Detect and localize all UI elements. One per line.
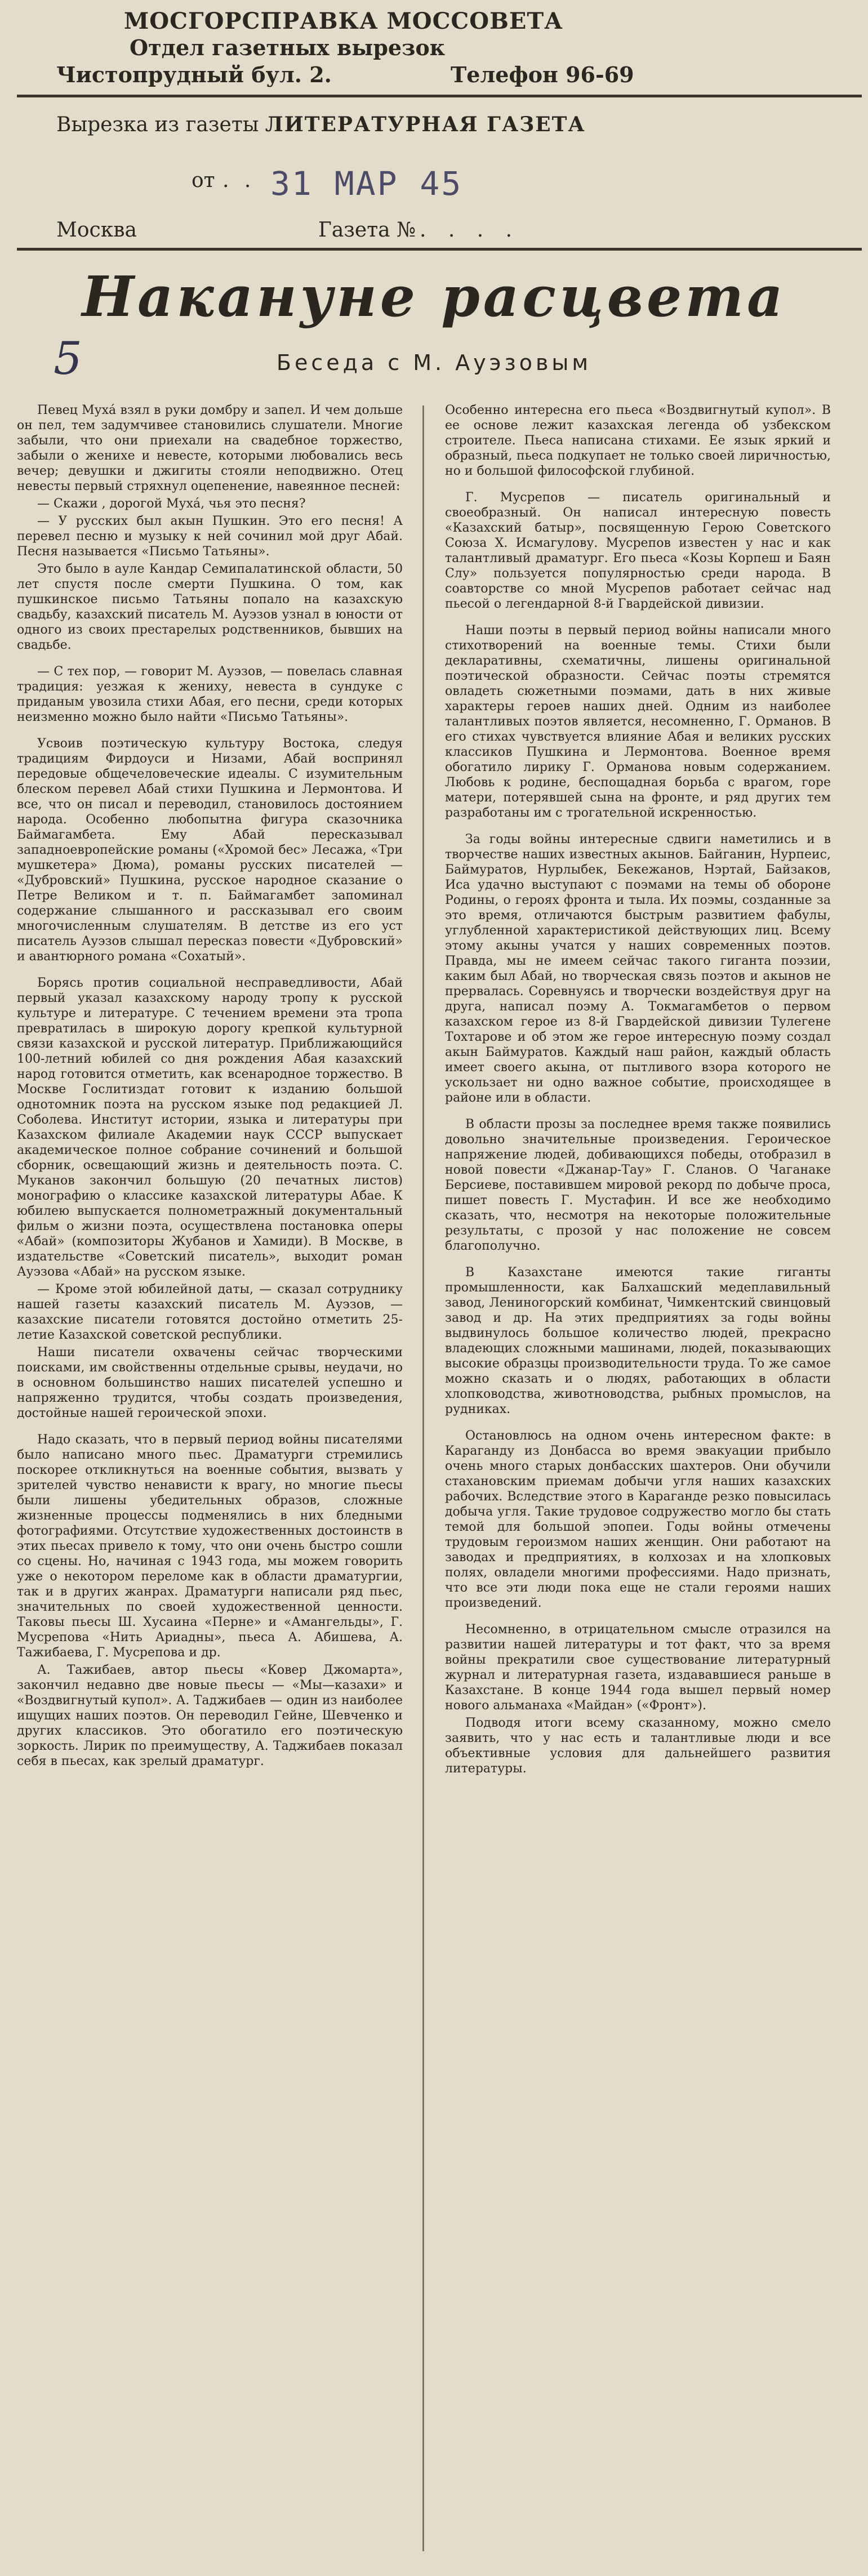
article-column-1 [17,403,403,2560]
paragraph: — У русских был акын Пушкин. Это его песня! А перевел песню и музыку к ней сочинил мой друг Абай. Песня называется «Письмо Татьяны». [17,514,403,559]
handwritten-mark: 5 [54,332,82,385]
header-rule-bottom [17,248,862,251]
paragraph: Борясь против социальной несправедливости, Абай первый указал казахскому народу тропу к русской культуре и литературе. С течением времени эта тропа превратилась в широкую дорогу крепкой культурной связи казахской и русской литератур. Приближающийся 100-летний юбилей со дня рождения Абая казахский народ готовится отметить, как всенародное торжество. В Москве Гослитиздат готовит к изданию большой однотомник поэта на русском языке под редакцией Л. Соболева. Институт истории, языка и литературы при Казахском филиале Академии наук СССР выпускает академическое полное собрание сочинений и большой сборник, освещающий жизнь и деятельность поэта. С. Муканов закончил большую (20 печатных листов) монографию о классике казахской литературы Абае. К юбилею выпускается полнометражный документальный фильм о жизни поэта, осуществлена постановка оперы «Абай» (композиторы Жубанов и Хамиди). В Москве, в издательстве «Советский писатель», выходит роман Ауэзова «Абай» на русском языке. [17,976,403,1279]
city: Москва [56,219,137,242]
paragraph: Наши поэты в первый период войны написали много стихотворений на военные темы. Стихи были декларативны, схематичны, лишены оригинальной поэтической образности. Сейчас поэты стремятся овладеть сюжетными поэмами, дать в них живые характеры героев наших дней. Одним из наиболее талантливых поэтов является, несомненно, Г. Орманов. В его стихах чувствуется влияние Абая и великих русских классиков Пушкина и Лермонтова. Военное время обогатило лирику Г. Орманова новым содержанием. Любовь к родине, беспощадная борьба с врагом, горе матери, потерявшей сына на фронте, и ряд других тем разработаны им с трогательной искренностью. [445,623,831,820]
cutting-source [56,113,586,136]
paragraph: — С тех пор, — говорит М. Ауэзов, — повелась славная традиция: уезжая к жениху, невеста в сундуке с приданым увозила стихи Абая, его песни, среди которых неизменно можно было найти «Письмо Татьяны». [17,665,403,724]
newspaper-name: ЛИТЕРАТУРНАЯ ГАЗЕТА [265,113,586,136]
header-rule-top [17,95,862,97]
column-divider [422,405,424,2551]
article-column-2 [445,403,831,2560]
issue-dots: . . . . [420,219,520,242]
paragraph: Это было в ауле Кандар Семипалатинской области, 50 лет спустя после смерти Пушкина. О том, как пушкинское письмо Татьяны попало на казахскую свадьбу, казахский писатель М. Ауэзов узнал в юности от одного из своих престарелых родственников, бывших на свадьбе. [17,562,403,652]
paragraph: В области прозы за последнее время также появились довольно значительные произведения. Героическое напряжение людей, добивающихся победы, отобразил в новой повести «Джанар-Тау» Г. Сланов. О Чаганаке Берсиеве, поставившем мировой рекорд по добыче проса, пишет повесть Г. Мустафин. И все же необходимо сказать, что, несмотря на некоторые положительные результаты, с прозой у нас положение не совсем благополучно. [445,1117,831,1253]
paragraph: В Казахстане имеются такие гиганты промышленности, как Балхашский медеплавильный завод, Лениногорский комбинат, Чимкентский свинцовый завод и др. На этих предприятиях за годы войны выдвинулось большое количество людей, прекрасно владеющих сложными машинами, людей, показывающих высокие образцы производительности труда. То же самое можно сказать и о людях, работающих в области хлопководства, животноводства, рыбных промыслов, на рудниках. [445,1265,831,1416]
paragraph: Несомненно, в отрицательном смысле отразился на развитии нашей литературы и тот факт, что за время войны прекратили свое существование литературный журнал и литературная газета, издававшиеся раньше в Казахстане. В конце 1944 года вышел первый номер нового альманаха «Майдан» («Фронт»). [445,1623,831,1713]
paragraph: — Скажи , дорогой Мухá, чья это песня? [37,497,306,511]
paragraph: Усвоив поэтическую культуру Востока, следуя традициям Фирдоуси и Низами, Абай воспринял передовые общечеловеческие идеалы. С изумительным блеском перевел Абай стихи Пушкина и Лермонтова. И все, что он писал и переводил, становилось достоянием народа. Особенно любопытна фигура сказочника Баймагамбета. Ему Абай пересказывал западноевропейские романы («Хромой бес» Лесажа, «Три мушкетера» Дюма), романы русских писателей — «Дубровский» Пушкина, русское народное сказание о Петре Великом и т. п. Баймагамбет запоминал содержание слышанного и рассказывал его своим многочисленным слушателям. В детстве из его уст писатель Ауэзов слышал пересказ повести «Дубровский» и авантюрного романа «Сохатый». [17,737,403,964]
paragraph: Остановлюсь на одном очень интересном факте: в Караганду из Донбасса во время эвакуации прибыло очень много старых донбасских шахтеров. Они обучили стахановским приемам добычи угля наших казахских рабочих. Вследствие этого в Караганде резко повысилась добыча угля. Такие трудовое содружество могло бы стать темой для большой эпопеи. Годы войны отмечены трудовым героизмом наших женщин. Они работают на заводах и предприятиях, в колхозах и на хлопковых полях, овладели многими профессиями. Надо признать, что все эти люди пока еще не стали героями наших произведений. [445,1429,831,1610]
paragraph: А. Тажибаев, автор пьесы «Ковер Джомарта», закончил недавно две новые пьесы — «Мы—казахи» и «Воздвигнутый купол». А. Таджибаев — один из наиболее ищущих наших поэтов. Он переводил Гейне, Шевченко и других классиков. Это обогатило его поэтическую зоркость. Лирик по преимуществу, А. Таджибаев показал себя в пьесах, как зрелый драматург. [17,1663,403,1768]
paragraph: Надо сказать, что в первый период войны писателями было написано много пьес. Драматурги стремились поскорее откликнуться на военные события, вызвать у зрителей чувство ненависти к врагу, но многие пьесы были лишены убедительных образов, сложные жизненные процессы подменялись в них бледными фотографиями. Отсутствие художественных достоинств в этих пьесах привело к тому, что они очень быстро сошли со сцены. Но, начиная с 1943 года, мы можем говорить уже о некотором переломе как в области драматургии, так и в других жанрах. Драматурги написали ряд пьес, значительных по своей художественной ценности. Таковы пьесы Ш. Хусаина «Перне» и «Амангельды», Г. Мусрепова «Нить Ариадны», пьеса А. Абишева, А. Тажибаева, Г. Мусрепова и др. [17,1433,403,1660]
paragraph: За годы войны интересные сдвиги наметились и в творчестве наших известных акынов. Байганин, Нурпеис, Баймуратов, Нурлыбек, Бекежанов, Нэртай, Байзаков, Иса удачно выступают с поэмами на темы об обороне Родины, о героях фронта и тыла. Их поэмы, созданные за это время, отличаются быстрым развитием фабулы, углубленной характеристикой действующих лиц. Всему этому акыны учатся у наших современных поэтов. Правда, мы не имеем сейчас такого гиганта поэзии, каким был Абай, но творческая связь поэтов и акынов не прервалась. Соревнуясь и творчески воздействуя друг на друга, написал поэму А. Токмагамбетов о первом казахском герое из 8-й Гвардейской дивизии Тулегене Тохтарове и об этом же герое интересную поэму создал акын Баймуратов. Каждый наш район, каждый область имеет своего акына, от пытливого взора которого не ускользает ни одно важное событие, происходящее в районе или в области. [445,832,831,1105]
bureau-department: Отдел газетных вырезок [130,35,446,60]
bureau-phone: Телефон 96-69 [451,62,634,87]
article-title: Накануне расцвета [82,265,786,329]
cutting-prefix: Вырезка из газеты [56,113,259,136]
issue-label: Газета № [318,219,416,242]
clipping-bureau-header [0,0,868,259]
paragraph: Наши писатели охвачены сейчас творческими поисками, им свойственны отдельные срывы, неудачи, но в основном большинство наших писателей успешно и напряженно трудится, чтобы создать произведения, достойные нашей героической эпохи. [17,1345,403,1420]
date-label: от [192,169,215,192]
bureau-name: МОСГОРСПРАВКА МОССОВЕТА [124,8,563,34]
paragraph: — Кроме этой юбилейной даты, — сказал сотруднику нашей газеты казахский писатель М. Ауэзов, — казахские писатели готовятся достойно отметить 25-летие Казахской советской республики. [17,1282,403,1342]
paragraph: Особенно интересна его пьеса «Воздвигнутый купол». В ее основе лежит казахская легенда об узбекском строителе. Пьеса написана стихами. Ее язык яркий и образный, пьеса подкупает не только своей лиричностью, но и большой философской глубиной. [445,403,831,478]
paragraph: Г. Мусрепов — писатель оригинальный и своеобразный. Он написал интересную повесть «Казахский батыр», посвященную Герою Советского Союза Х. Исмагулову. Мусрепов известен у нас и как талантливый драматург. Его пьеса «Козы Корпеш и Баян Слу» пользуется популярностью среди народа. В соавторстве со мной Мусрепов работает сейчас над пьесой о легендарной 8-й Гвардейской дивизии. [445,491,831,611]
paragraph: Певец Мухá взял в руки домбру и запел. И чем дольше он пел, тем задумчивее становились слушатели. Многие забыли, что они приехали на свадебное торжество, забыли о женихе и невесте, которыми любовались весь вечер; девушки и джигиты стояли неподвижно. Отец невесты первый стряхнул оцепенение, навеянное песней: [17,403,403,493]
bureau-address: Чистопрудный бул. 2. [56,62,332,87]
date-dots: . . [222,169,256,192]
paragraph: Подводя итоги всему сказанному, можно смело заявить, что у нас есть и талантливые люди и все объективные условия для дальнейшего развития литературы. [445,1716,831,1776]
article-subtitle: Беседа с М. Ауэзовым [276,350,592,375]
date-stamp: 31 МАР 45 [270,164,463,203]
